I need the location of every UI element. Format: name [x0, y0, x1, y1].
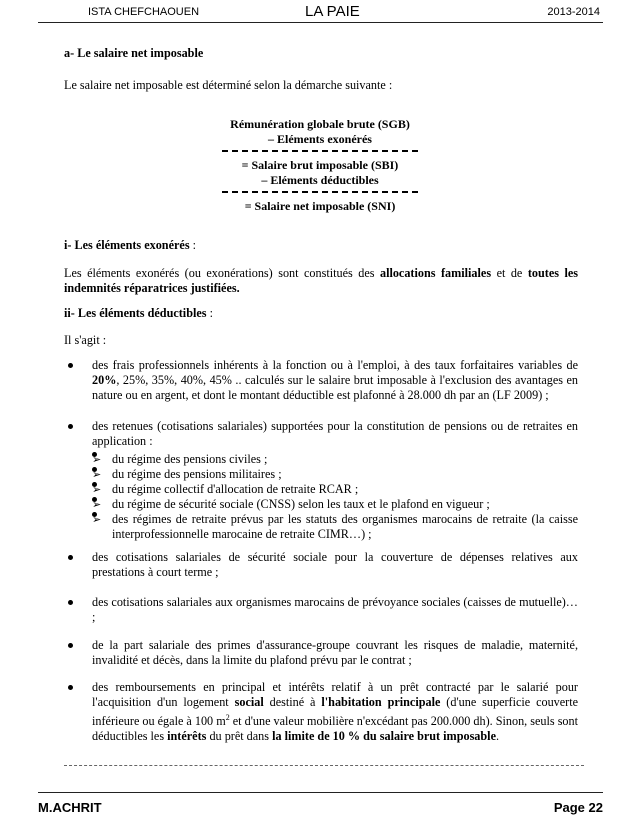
header-school: ISTA CHEFCHAOUEN [88, 6, 200, 18]
deductible-list-2 [64, 419, 578, 542]
formula-line-2: – Eléments exonérés [268, 132, 372, 146]
formula-divider-1 [222, 150, 418, 154]
header-rule [38, 22, 603, 23]
bullet-retenues: des retenues (cotisations salariales) supportées pour la constitution de pensions ou de retraites en application : ➢ du régime des pensions civiles ; ➢ du régime des pensions militaires ; ➢ du régime collectif d'allocation de retraite RCAR ; ➢ du régime de sécurité sociale (CNSS) selon les taux et le plafond en vigueur ; ➢ des régimes de retraite prévus par les statuts des organismes marocains de retraite (la caisse interprofessionnelle marocaine de retraite CIMR…) ; [64, 419, 578, 542]
sub-item-cnss: ➢ du régime de sécurité sociale (CNSS) selon les taux et le plafond en vigueur ; [92, 497, 578, 512]
sub-item-cimr: ➢ des régimes de retraite prévus par les statuts des organismes marocains de retraite (la caisse interprofessionnelle marocaine de retraite CIMR…) ; [92, 512, 578, 542]
section-a-title: a- Le salaire net imposable [64, 46, 204, 60]
footer-rule [38, 792, 603, 793]
formula-line-4: – Eléments déductibles [261, 173, 379, 187]
page-footer [38, 800, 603, 815]
deductible-list-6 [64, 680, 578, 744]
section-a-intro: Le salaire net imposable est déterminé selon la démarche suivante : [64, 78, 393, 92]
deductible-list-4 [64, 595, 578, 625]
section-ii-intro: Il s'agit : [64, 333, 107, 347]
footer-page-number: Page 22 [553, 800, 603, 815]
bullet-remboursements-pret: des remboursements en principal et intérêts relatif à un prêt contracté par le salarié pour l'acquisition d'un logement social destiné à l'habitation principale (d'une superficie couverte inférieure ou égale à 100 $m^2$ et d'une valeur mobilière n'excédant pas 200.000 dh). Sinon, seuls sont déductibles les intérêts du prêt dans la limite de 10 % du salaire brut imposable. [64, 680, 578, 744]
bullet-frais-professionnels: des frais professionnels inhérents à la fonction ou à l'emploi, à des taux forfaitaires variables de 20%, 25%, 35%, 40%, 45% .. calculés sur le salaire brut imposable à l'exclusion des avantages en nature ou en argent, et dont le montant déductible est plafonné à 28.000 dh par an (LF 2009) ; [64, 358, 578, 403]
deductible-list-3 [64, 550, 578, 580]
section-i-text: Les éléments exonérés (ou exonérations) sont constitués des allocations familiales et de toutes les indemnités réparatrices justifiées. [64, 266, 578, 295]
deductible-list-1 [64, 358, 578, 403]
section-i-title: i- Les éléments exonérés : [64, 238, 196, 252]
bullet-assurance-groupe: de la part salariale des primes d'assurance-groupe couvrant les risques de maladie, maternité, invalidité et décès, dans la limite du plafond prévu par le contrat ; [64, 638, 578, 668]
bottom-dashed-rule [64, 765, 584, 766]
sub-item-rcar: ➢ du régime collectif d'allocation de retraite RCAR ; [92, 482, 578, 497]
formula-divider-2 [222, 191, 418, 195]
formula-line-3: = Salaire brut imposable (SBI) [241, 158, 399, 172]
formula-line-1: Rémunération globale brute (SGB) [230, 117, 410, 131]
bullet-cotisations-securite-sociale: des cotisations salariales de sécurité sociale pour la couverture de dépenses relatives aux prestations à court terme ; [64, 550, 578, 580]
sub-item-pensions-civiles: ➢ du régime des pensions civiles ; [92, 452, 578, 467]
header-title: LA PAIE [305, 3, 360, 20]
sub-item-pensions-militaires: ➢ du régime des pensions militaires ; [92, 467, 578, 482]
section-ii-title: ii- Les éléments déductibles : [64, 306, 213, 320]
deductible-list-5 [64, 638, 578, 668]
footer-author: M.ACHRIT [38, 800, 102, 815]
bullet-cotisations-prevoyance: des cotisations salariales aux organismes marocains de prévoyance sociales (caisses de mutuelle)… ; [64, 595, 578, 625]
formula-line-5: = Salaire net imposable (SNI) [244, 199, 396, 213]
header-year: 2013-2014 [547, 6, 600, 18]
retenues-sublist [92, 452, 578, 542]
